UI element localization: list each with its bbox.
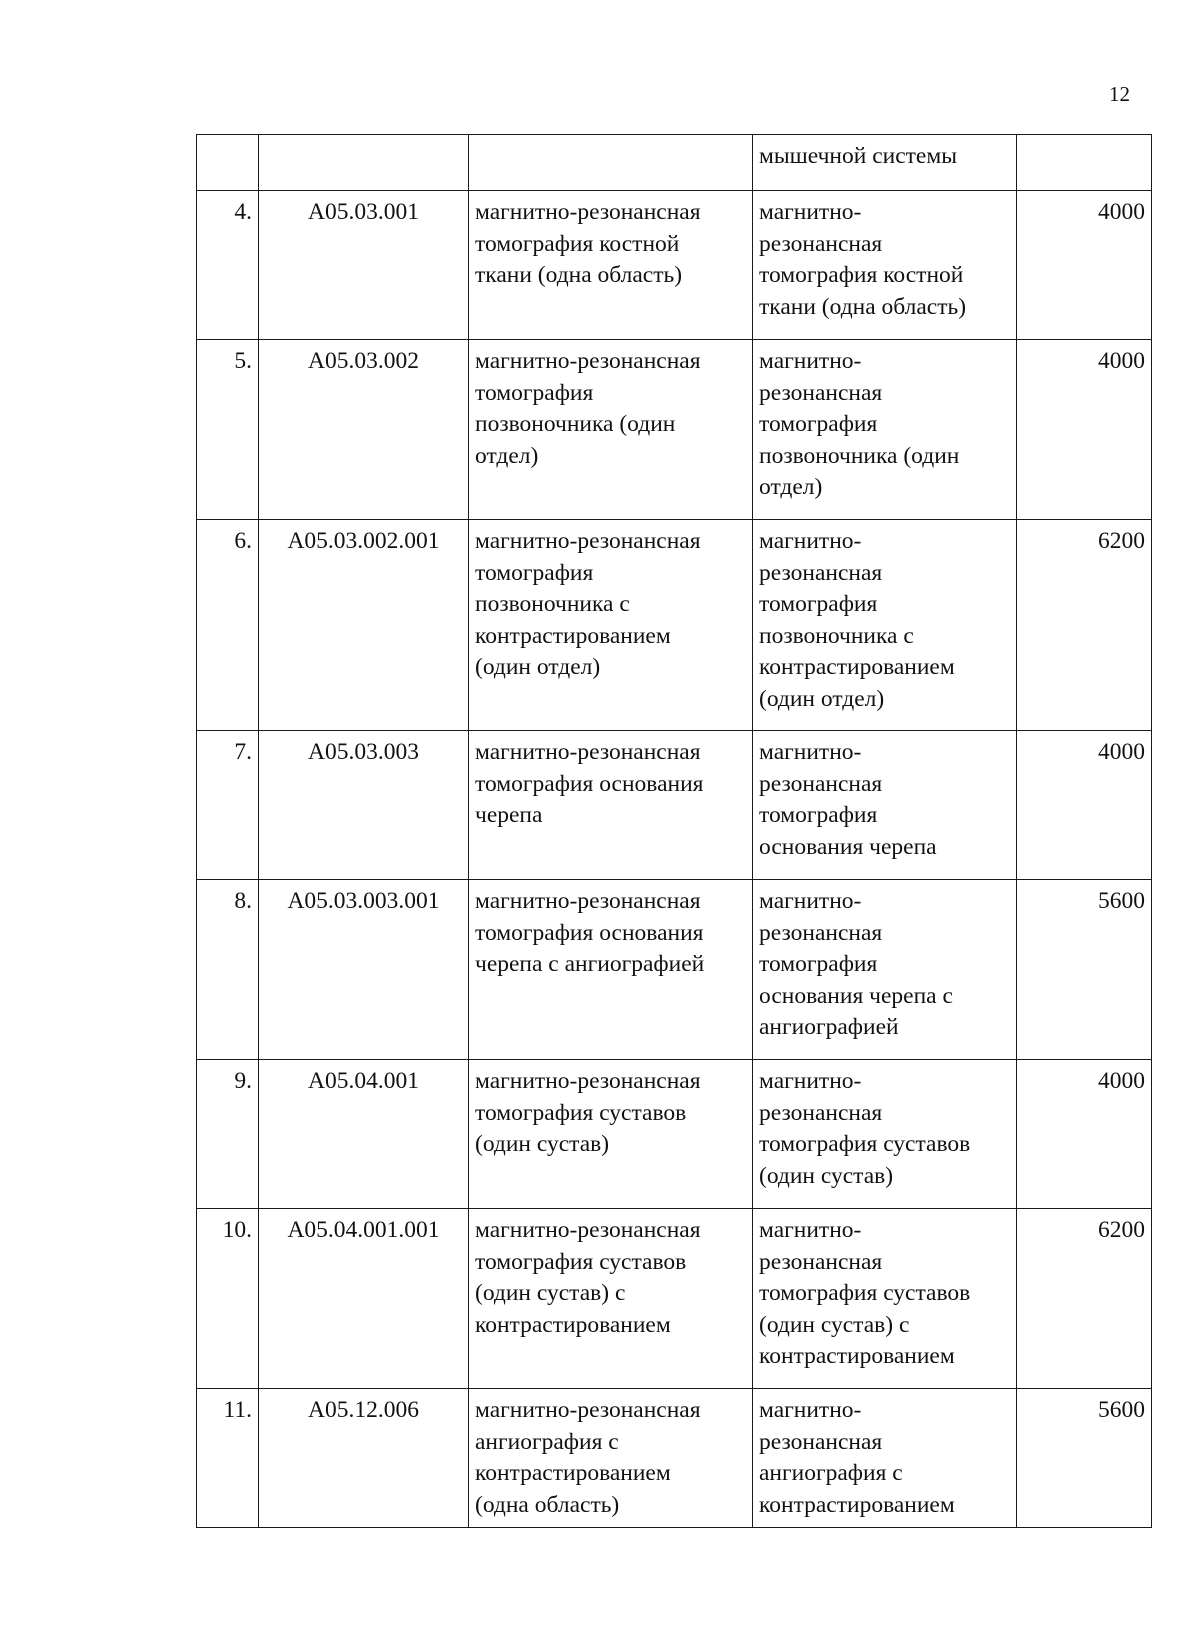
row-number-cell: 7. xyxy=(197,731,259,880)
row-number-cell: 8. xyxy=(197,880,259,1060)
service-name-cell: магнитно-резонансная томография суставов (один сустав) с контрастированием xyxy=(469,1209,753,1389)
service-code-cell: A05.04.001 xyxy=(259,1060,469,1209)
table-row xyxy=(197,340,1152,520)
table-row xyxy=(197,1389,1152,1528)
service-name-alt-cell: магнитно- резонансная томография костной ткани (одна область) xyxy=(753,191,1017,340)
price-cell: 5600 xyxy=(1017,1389,1152,1528)
service-code-cell: A05.03.001 xyxy=(259,191,469,340)
service-name-alt-cell: магнитно- резонансная томография позвоночника (один отдел) xyxy=(753,340,1017,520)
row-number-cell: 6. xyxy=(197,520,259,731)
table-row xyxy=(197,731,1152,880)
service-name-alt-cell: магнитно- резонансная томография суставов (один сустав) xyxy=(753,1060,1017,1209)
row-number-cell xyxy=(197,135,259,191)
service-code-cell: A05.04.001.001 xyxy=(259,1209,469,1389)
service-name-cell: магнитно-резонансная томография костной ткани (одна область) xyxy=(469,191,753,340)
service-name-alt-cell: магнитно- резонансная томография основания черепа с ангиографией xyxy=(753,880,1017,1060)
price-cell: 6200 xyxy=(1017,1209,1152,1389)
service-code-cell: A05.03.003.001 xyxy=(259,880,469,1060)
service-name-alt-cell: магнитно- резонансная томография суставов (один сустав) с контрастированием xyxy=(753,1209,1017,1389)
table-row xyxy=(197,880,1152,1060)
price-cell: 4000 xyxy=(1017,1060,1152,1209)
service-name-cell: магнитно-резонансная томография основания черепа xyxy=(469,731,753,880)
service-code-cell: A05.03.002 xyxy=(259,340,469,520)
table-row-continuation xyxy=(197,135,1152,191)
service-code-cell xyxy=(259,135,469,191)
service-code-cell: A05.03.003 xyxy=(259,731,469,880)
service-name-alt-cell: мышечной системы xyxy=(753,135,1017,191)
price-cell: 4000 xyxy=(1017,340,1152,520)
service-name-cell: магнитно-резонансная томография позвоночника с контрастированием (один отдел) xyxy=(469,520,753,731)
row-number-cell: 9. xyxy=(197,1060,259,1209)
table-row xyxy=(197,1060,1152,1209)
price-cell: 6200 xyxy=(1017,520,1152,731)
service-code-cell: A05.03.002.001 xyxy=(259,520,469,731)
service-name-alt-cell: магнитно- резонансная томография основания черепа xyxy=(753,731,1017,880)
row-number-cell: 10. xyxy=(197,1209,259,1389)
price-cell: 4000 xyxy=(1017,731,1152,880)
service-name-cell: магнитно-резонансная томография позвоночника (один отдел) xyxy=(469,340,753,520)
service-name-cell: магнитно-резонансная томография основания черепа с ангиографией xyxy=(469,880,753,1060)
service-name-cell: магнитно-резонансная томография суставов (один сустав) xyxy=(469,1060,753,1209)
service-name-cell xyxy=(469,135,753,191)
service-name-alt-cell: магнитно- резонансная ангиография с контрастированием xyxy=(753,1389,1017,1528)
page-number: 12 xyxy=(1109,82,1130,106)
service-name-alt-cell: магнитно- резонансная томография позвоночника с контрастированием (один отдел) xyxy=(753,520,1017,731)
row-number-cell: 5. xyxy=(197,340,259,520)
service-name-cell: магнитно-резонансная ангиография с контрастированием (одна область) xyxy=(469,1389,753,1528)
service-code-cell: A05.12.006 xyxy=(259,1389,469,1528)
table-row xyxy=(197,520,1152,731)
services-price-table xyxy=(196,134,1152,1528)
price-cell xyxy=(1017,135,1152,191)
table-row xyxy=(197,1209,1152,1389)
row-number-cell: 4. xyxy=(197,191,259,340)
table-row xyxy=(197,191,1152,340)
price-cell: 5600 xyxy=(1017,880,1152,1060)
price-cell: 4000 xyxy=(1017,191,1152,340)
row-number-cell: 11. xyxy=(197,1389,259,1528)
